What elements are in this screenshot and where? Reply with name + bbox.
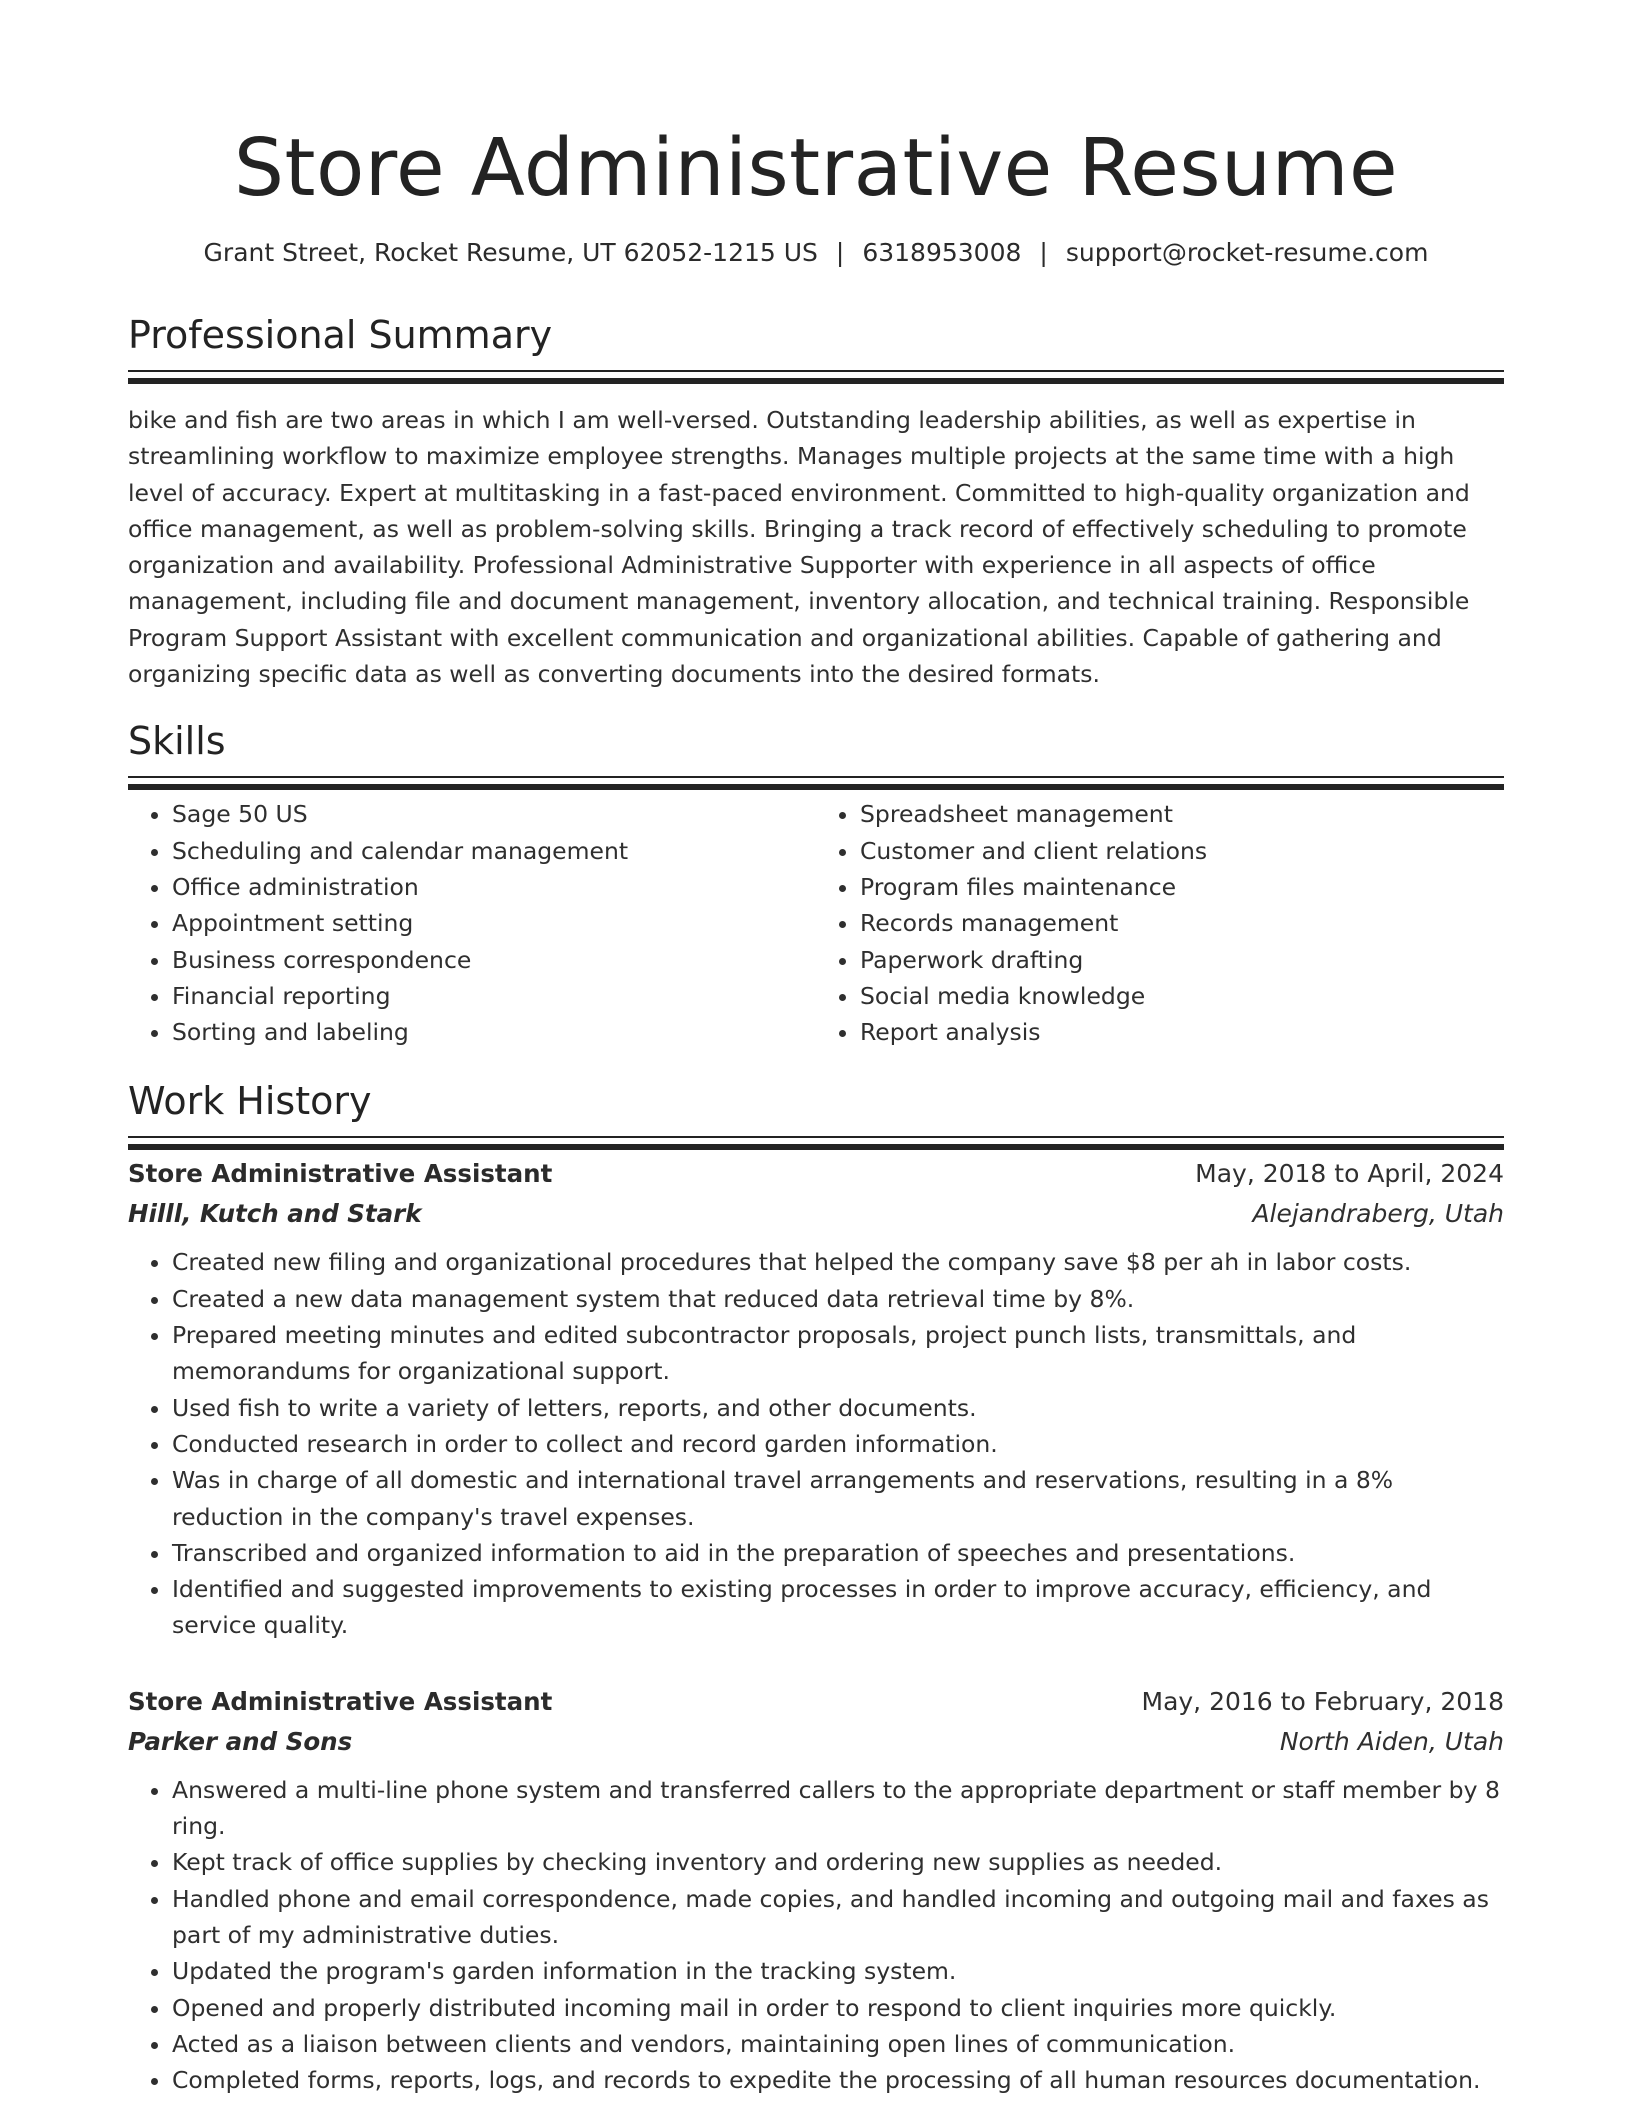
contact-email: support@rocket-resume.com: [1065, 238, 1429, 267]
job-duty: • Created a new data management system that reduced data retrieval time by 8%.: [172, 1281, 1504, 1317]
job-duty: • Conducted research in order to collect and record garden information.: [172, 1426, 1504, 1462]
skill-item: • Business correspondence: [172, 942, 816, 978]
job-company-row: [128, 1194, 1504, 1234]
skill-item: • Appointment setting: [172, 905, 816, 941]
job-title: Store Administrative Assistant: [128, 1159, 553, 1189]
section-heading-work-history: Work History: [128, 1079, 372, 1124]
skills-column-left: [128, 796, 816, 1050]
job-duty: • Prepared meeting minutes and edited subcontractor proposals, project punch lists, transmittals, and memorandums for organizational support.: [172, 1317, 1504, 1390]
job-location: Alejandraberg, Utah: [1252, 1199, 1504, 1229]
job-title: Store Administrative Assistant: [128, 1686, 553, 1716]
job-duty: • Handled phone and email correspondence, made copies, and handled incoming and outgoing mail and faxes as part of my administrative duties.: [172, 1881, 1504, 1954]
section-divider: [128, 370, 1504, 372]
skill-item: • Financial reporting: [172, 978, 816, 1014]
professional-summary-section: [128, 310, 1504, 692]
job-company: Parker and Sons: [128, 1726, 353, 1756]
job-duties-list: [128, 1772, 1504, 2099]
job-entry: [128, 1154, 1504, 1643]
job-header-row: [128, 1154, 1504, 1194]
job-duty: • Acted as a liaison between clients and vendors, maintaining open lines of communication.: [172, 2026, 1504, 2062]
job-duty: • Transcribed and organized information to aid in the preparation of speeches and presentations.: [172, 1535, 1504, 1571]
resume-title: Store Administrative Resume: [233, 122, 1399, 214]
job-header-row: [128, 1682, 1504, 1722]
contact-phone: 6318953008: [862, 238, 1022, 267]
job-entry: [128, 1682, 1504, 2099]
job-duty: • Completed forms, reports, logs, and records to expedite the processing of all human resources documentation.: [172, 2062, 1504, 2098]
skills-grid: [128, 796, 1504, 1050]
job-duty: • Opened and properly distributed incoming mail in order to respond to client inquiries more quickly.: [172, 1990, 1504, 2026]
skill-item: • Sorting and labeling: [172, 1014, 816, 1050]
skill-item: • Report analysis: [860, 1014, 1504, 1050]
job-duty: • Used fish to write a variety of letters, reports, and other documents.: [172, 1390, 1504, 1426]
contact-address: Grant Street, Rocket Resume, UT 62052-1215 US: [203, 238, 818, 267]
skill-item: • Social media knowledge: [860, 978, 1504, 1014]
job-company-row: [128, 1722, 1504, 1762]
contact-separator: |: [835, 238, 845, 267]
skill-item: • Spreadsheet management: [860, 796, 1504, 832]
skills-section: [128, 716, 1504, 1050]
skill-item: • Program files maintenance: [860, 869, 1504, 905]
skill-item: • Records management: [860, 905, 1504, 941]
job-duty: • Updated the program's garden information in the tracking system.: [172, 1953, 1504, 1989]
skill-item: • Customer and client relations: [860, 833, 1504, 869]
skill-item: • Scheduling and calendar management: [172, 833, 816, 869]
job-dates: May, 2016 to February, 2018: [1141, 1686, 1504, 1716]
section-heading-skills: Skills: [128, 719, 226, 764]
resume-page: [128, 0, 1504, 2098]
skill-item: • Paperwork drafting: [860, 942, 1504, 978]
job-location: North Aiden, Utah: [1279, 1726, 1504, 1756]
job-dates: May, 2018 to April, 2024: [1195, 1159, 1504, 1189]
job-duty: • Created new filing and organizational procedures that helped the company save $8 per ah in labor costs.: [172, 1244, 1504, 1280]
work-history-section: [128, 1076, 1504, 2098]
section-heading-summary: Professional Summary: [128, 313, 553, 357]
section-divider: [128, 776, 1504, 778]
contact-separator: |: [1039, 238, 1048, 267]
section-divider: [128, 1136, 1504, 1138]
job-duty: • Kept track of office supplies by checking inventory and ordering new supplies as needed.: [172, 1844, 1504, 1880]
job-duty: • Answered a multi-line phone system and transferred callers to the appropriate department or staff member by 8 ring.: [172, 1772, 1504, 1845]
skills-column-right: [816, 796, 1504, 1050]
job-company: Hilll, Kutch and Stark: [128, 1199, 422, 1229]
skill-item: • Office administration: [172, 869, 816, 905]
job-duties-list: [128, 1244, 1504, 1643]
summary-paragraph: bike and fish are two areas in which I am well-versed. Outstanding leadership abilities, as well as expertise in streamlining workflow to maximize employee strengths. Manages multiple projects at the same time with a high level of accuracy. Expert at multitasking in a fast-paced environment. Committed to high-quality organization and office management, as well as problem-solving skills. Bringing a track record of effectively scheduling to promote organization and availability. Professional Administrative Supporter with experience in all aspects of office management, including file and document management, inventory allocation, and technical training. Responsible Program Support Assistant with excellent communication and organizational abilities. Capable of gathering and organizing specific data as well as converting documents into the desired formats.: [128, 406, 1470, 689]
contact-line: [128, 236, 1504, 270]
job-duty: • Identified and suggested improvements to existing processes in order to improve accuracy, efficiency, and service quality.: [172, 1571, 1504, 1644]
skill-item: • Sage 50 US: [172, 796, 816, 832]
job-duty: • Was in charge of all domestic and international travel arrangements and reservations, resulting in a 8% reduction in the company's travel expenses.: [172, 1462, 1504, 1535]
